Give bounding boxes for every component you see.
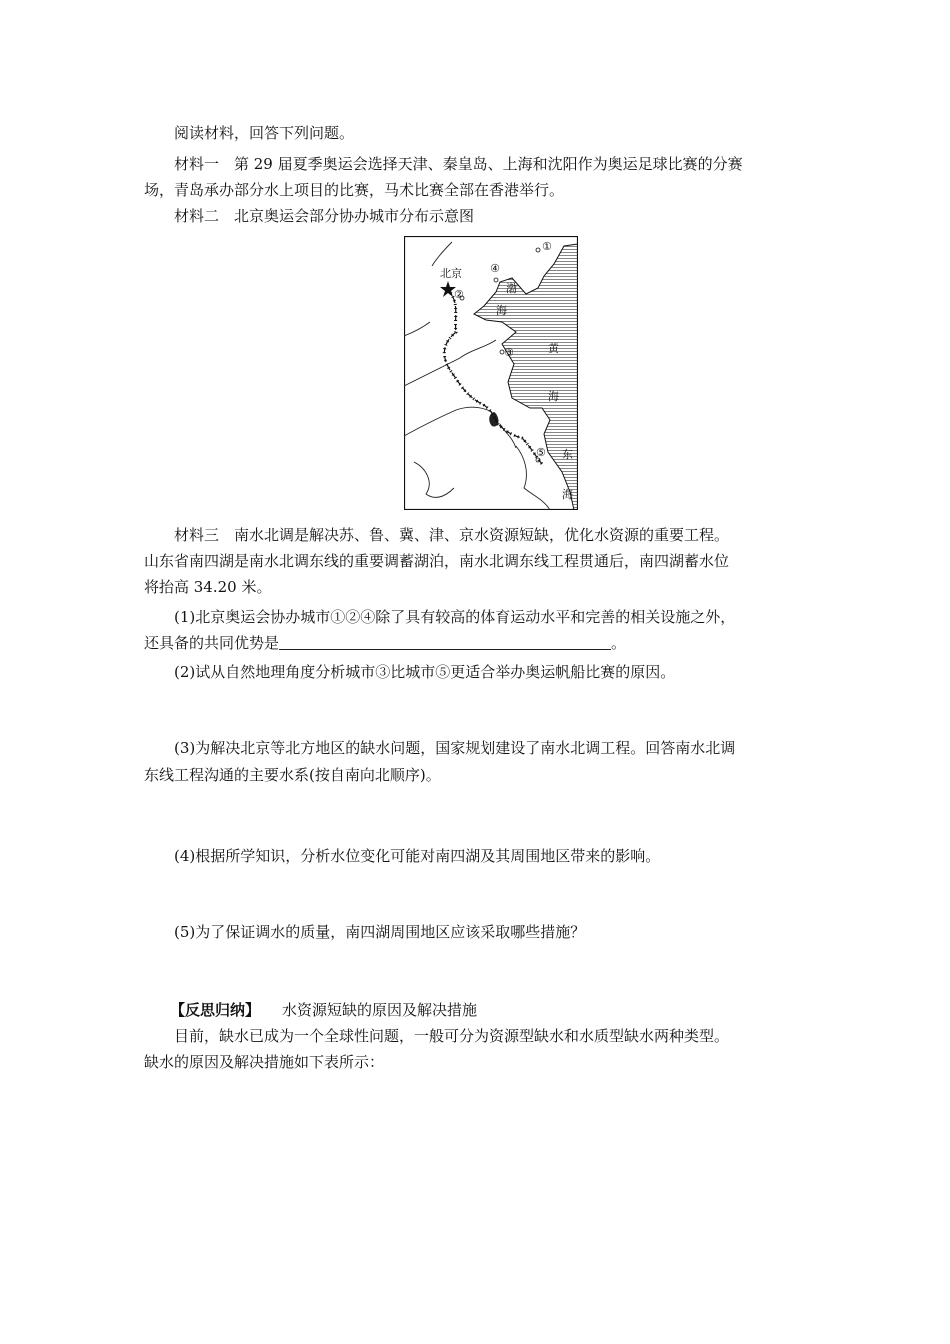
reflection-heading-row (170, 1000, 477, 1020)
material3-line3: 将抬高 34.20 米。 (144, 578, 272, 596)
reflection-heading: 【反思归纳】 (170, 1001, 261, 1019)
olympic-cities-map (404, 236, 578, 510)
material1-line2: 场，青岛承办部分水上项目的比赛，马术比赛全部在香港举行。 (144, 181, 565, 199)
map-label-city1: ① (542, 240, 552, 253)
map-label-bohai-1: 渤 (506, 282, 517, 295)
map-label-beijing: 北京 (440, 267, 462, 280)
map-label-huanghai-2: 海 (548, 390, 559, 403)
reflection-title: 水资源短缺的原因及解决措施 (282, 1001, 478, 1019)
reflection-line1: 目前，缺水已成为一个全球性问题，一般可分为资源型缺水和水质型缺水两种类型。 (174, 1027, 730, 1045)
material3-line2: 山东省南四湖是南水北调东线的重要调蓄湖泊，南水北调东线工程贯通后，南四湖蓄水位 (144, 552, 730, 570)
map-label-huanghai-1: 黄 (548, 342, 559, 355)
question-1-prefix: 还具备的共同优势是 (144, 634, 280, 652)
reflection-line2: 缺水的原因及解决措施如下表所示： (144, 1053, 385, 1071)
question-5: (5)为了保证调水的质量，南四湖周围地区应该采取哪些措施？ (174, 923, 586, 941)
map-label-donghai-2: 海 (562, 488, 573, 501)
map-label-donghai-1: 东 (562, 448, 573, 461)
material3-line1: 材料三 南水北调是解决苏、鲁、冀、津、京水资源短缺，优化水资源的重要工程。 (174, 526, 730, 544)
map-label-city4: ④ (490, 262, 500, 275)
material1-line1: 材料一 第 29 届夏季奥运会选择天津、秦皇岛、上海和沈阳作为奥运足球比赛的分赛 (174, 155, 743, 173)
map-label-city2: ② (454, 288, 464, 301)
answer-blank[interactable] (279, 633, 611, 650)
intro-text: 阅读材料，回答下列问题。 (174, 124, 355, 142)
question-2: (2)试从自然地理角度分析城市③比城市⑤更适合举办奥运帆船比赛的原因。 (174, 663, 676, 681)
map-label-city5: ⑤ (536, 446, 546, 459)
question-3-line2: 东线工程沟通的主要水系(按自南向北顺序)。 (144, 766, 441, 784)
question-1-line2 (144, 633, 626, 653)
question-1-suffix: 。 (611, 634, 627, 652)
question-4: (4)根据所学知识，分析水位变化可能对南四湖及其周围地区带来的影响。 (174, 847, 661, 865)
map-label-city3: ③ (504, 346, 514, 359)
question-1-line1: (1)北京奥运会协办城市①②④除了具有较高的体育运动水平和完善的相关设施之外， (174, 608, 736, 626)
material2-caption: 材料二 北京奥运会部分协办城市分布示意图 (174, 207, 475, 225)
question-3-line1: (3)为解决北京等北方地区的缺水问题，国家规划建设了南水北调工程。回答南水北调 (174, 739, 736, 757)
map-label-bohai-2: 海 (496, 304, 507, 317)
